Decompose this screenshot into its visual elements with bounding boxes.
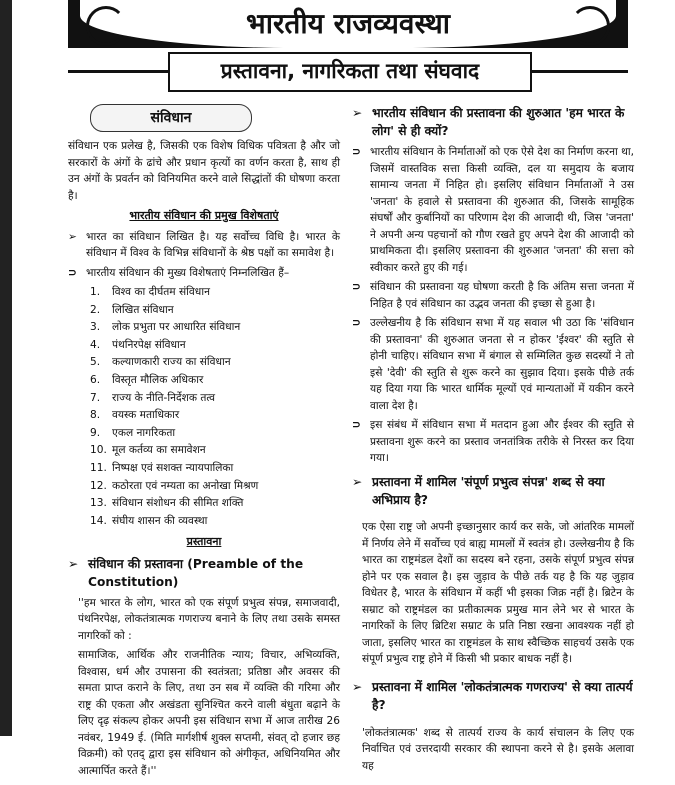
- feature-text: राज्य के नीति-निर्देशक तत्व: [112, 391, 216, 404]
- feature-number: 4.: [90, 338, 101, 351]
- feature-text: लोक प्रभुता पर आधारित संविधान: [112, 321, 241, 334]
- feature-number: 8.: [90, 409, 101, 422]
- feature-number: 1.: [90, 286, 101, 298]
- list-item: [68, 265, 340, 282]
- feature-item: [68, 302, 340, 320]
- circle-bullet-icon: ⊃: [352, 281, 361, 293]
- divider: [68, 70, 168, 73]
- arrow-bullet-icon: ➢: [68, 230, 77, 243]
- divider: [528, 70, 628, 73]
- arrow-bullet-icon: ➢: [68, 556, 79, 571]
- question-text: संविधान की प्रस्तावना (Preamble of the Constitution): [88, 556, 304, 589]
- list-item: [352, 144, 634, 276]
- list-item: [352, 279, 634, 312]
- feature-text: लिखित संविधान: [112, 303, 174, 316]
- features-list: [68, 284, 340, 530]
- section-tag: संविधान: [90, 104, 252, 132]
- feature-number: 14.: [90, 514, 107, 527]
- preamble-quote: सामाजिक, आर्थिक और राजनीतिक न्याय; विचार, अभिव्यक्ति, विश्वास, धर्म और उपासना की स्वतंत्रता; प्रतिष्ठा और अवसर की समता प्राप्त कराने के लिए, तथा उन सब में व्यक्ति की गरिमा और राष्ट्र की एकता और अखंडता सुनिश्चित करने वाली बंधुता बढ़ाने के लिए दृढ़ संकल्प होकर अपनी इस संविधान सभा में आज तारीख 26 नवंबर, 1949 ई. (मिति मार्गशीर्ष शुक्ल सप्तमी, संवत् दो हजार छह विक्रमी) को एतद् द्वारा इस संविधान को अंगीकृत, अधिनियमित और आत्मार्पित करते हैं।'': [78, 649, 340, 777]
- list-item: [352, 417, 634, 467]
- arrow-bullet-icon: ➢: [352, 474, 363, 489]
- bullet-text: भारतीय संविधान की मुख्य विशेषताएं निम्नलिखित हैं–: [86, 266, 290, 279]
- left-column: [68, 104, 340, 782]
- answer-paragraph: एक ऐसा राष्ट्र जो अपनी इच्छानुसार कार्य कर सके, जो आंतरिक मामलों में निर्णय लेने में सर्वोच्च एवं बाह्य मामलों में स्वतंत्र हो। उल्लेखनीय है कि भारत का राष्ट्रमंडल देशों का सदस्य बने रहना, उसके संपूर्ण प्रभुत्व संपन्न होने पर एक सवाल है। इस जुड़ाव के पीछे तर्क यह है कि यह जुड़ाव विधेतर है, भारत के संविधान में कहीं भी इसका जिक्र नहीं है। ब्रिटेन के सम्राट को राष्ट्रमंडल का प्रतीकात्मक प्रमुख मान लेने भर से भारत के नागरिकों के लिए ब्रिटिश सम्राट के प्रति निष्ठा रखना आवश्यक नहीं हो जाता, इसलिए भारत का राष्ट्रमंडल के साथ स्वैच्छिक साहचर्य उसके एक संपूर्ण प्रभुत्व राष्ट्र होने में किसी भी प्रकार बाधक नहीं है।: [362, 521, 634, 666]
- feature-text: निष्पक्ष एवं सशक्त न्यायपालिका: [112, 461, 234, 474]
- feature-item: [68, 513, 340, 531]
- circle-bullet-icon: ⊃: [352, 146, 361, 158]
- bullet-text: उल्लेखनीय है कि संविधान सभा में यह सवाल भी उठा कि 'संविधान की प्रस्तावना' की शुरुआत जनता से न होकर 'ईश्वर' की स्तुति से होनी चाहिए। संविधान सभा में बंगाल से सम्मिलित कुछ सदस्यों ने तो इसे 'देवी' की स्तुति से शुरू करने का सुझाव दिया। इसके पीछे तर्क यह दिया गया कि भारत धार्मिक मूल्यों एवं मान्यताओं में यकीन करने वाला देश है।: [370, 317, 634, 412]
- chapter-title: प्रस्तावना, नागरिकता तथा संघवाद: [168, 52, 532, 92]
- right-column: [352, 104, 634, 785]
- question-heading: [352, 104, 634, 140]
- preamble-heading: प्रस्तावना: [186, 535, 222, 549]
- feature-text: कल्याणकारी राज्य का संविधान: [112, 356, 231, 369]
- feature-item: [68, 460, 340, 478]
- feature-text: संघीय शासन की व्यवस्था: [112, 514, 208, 527]
- feature-text: कठोरता एवं नम्यता का अनोखा मिश्रण: [112, 479, 259, 492]
- feature-item: [68, 495, 340, 513]
- feature-text: मूल कर्तव्य का समावेशन: [112, 444, 206, 457]
- circle-bullet-icon: ⊃: [352, 317, 361, 329]
- feature-number: 7.: [90, 391, 101, 404]
- feature-item: [68, 337, 340, 355]
- feature-item: [68, 407, 340, 425]
- page-edge-strip: [0, 0, 12, 736]
- feature-item: [68, 319, 340, 337]
- feature-text: संविधान संशोधन की सीमित शक्ति: [112, 497, 244, 510]
- feature-number: 10.: [90, 444, 107, 457]
- preamble-quote: ''हम भारत के लोग, भारत को एक संपूर्ण प्रभुत्व संपन्न, समाजवादी, पंथनिरपेक्ष, लोकतंत्रात्मक गणराज्य बनाने के लिए तथा उसके समस्त नागरिकों को :: [78, 596, 340, 642]
- feature-text: एकल नागरिकता: [112, 426, 176, 439]
- intro-paragraph: संविधान एक प्रलेख है, जिसकी एक विशेष विधिक पवित्रता है और जो सरकारों के अंगों के ढांचे और प्रधान कृत्यों का वर्णन करता है, साथ ही उन अंगों के प्रवर्तन को विनियमित करने वाले सिद्धांतों की घोषणा करता है।: [68, 140, 340, 202]
- feature-text: विश्व का दीर्घतम संविधान: [112, 286, 210, 298]
- preamble-question: [68, 555, 340, 591]
- feature-number: 13.: [90, 497, 107, 510]
- bullet-text: भारत का संविधान लिखित है। यह सर्वोच्च विधि है। भारत के संविधान में विश्व के विभिन्न संविधानों के श्रेष्ठ पक्षों का समावेश है।: [86, 230, 340, 259]
- feature-number: 2.: [90, 303, 101, 316]
- feature-number: 12.: [90, 479, 107, 492]
- circle-bullet-icon: ⊃: [68, 266, 77, 279]
- arrow-bullet-icon: ➢: [352, 680, 363, 695]
- bullet-text: संविधान की प्रस्तावना यह घोषणा करती है कि अंतिम सत्ता जनता में निहित है एवं संविधान का उद्भव जनता की इच्छा से हुआ है।: [370, 281, 634, 310]
- question-text: प्रस्तावना में शामिल 'संपूर्ण प्रभुत्व संपन्न' शब्द से क्या अभिप्राय है?: [372, 474, 605, 507]
- header-banner: [68, 0, 628, 48]
- circle-bullet-icon: ⊃: [352, 419, 361, 431]
- feature-text: विस्तृत मौलिक अधिकार: [112, 373, 204, 386]
- features-heading: भारतीय संविधान की प्रमुख विशेषताएं: [129, 209, 279, 222]
- feature-item: [68, 478, 340, 496]
- feature-number: 5.: [90, 356, 101, 369]
- feature-item: [68, 442, 340, 460]
- bullet-text: इस संबंध में संविधान सभा में मतदान हुआ और ईश्वर की स्तुति से प्रस्तावना शुरू करने का प्रस्ताव जनतांत्रिक तरीके से निरस्त कर दिया गया।: [370, 419, 634, 464]
- feature-text: पंथनिरपेक्ष संविधान: [112, 338, 186, 351]
- question-heading: [352, 473, 634, 509]
- bullet-text: भारतीय संविधान के निर्माताओं को एक ऐसे देश का निर्माण करना था, जिसमें वास्तविक सत्ता किसी व्यक्ति, दल या समुदाय के बजाय सामान्य जनता में निहित हो। इसलिए संविधान निर्माताओं ने उस 'जनता' के हवाले से प्रस्तावना की शुरुआत की, जिसके सामूहिक संघर्षों और कुर्बानियों का परिणाम देश की आजादी थी, जिस 'जनता' ने अपनी अन्य पहचानों को गौण रखते हुए अपने देश की आजादी को प्राथमिकता दी। इसलिए प्रस्तावना की शुरुआत 'जनता' की सत्ता को स्वीकार करते हुए की गई।: [370, 146, 634, 274]
- feature-text: वयस्क मताधिकार: [112, 409, 180, 422]
- feature-number: 6.: [90, 373, 101, 386]
- page-title: भारतीय राजव्यवस्था: [246, 7, 450, 40]
- list-item: [352, 315, 634, 414]
- answer-paragraph: 'लोकतंत्रात्मक' शब्द से तात्पर्य राज्य के कार्य संचालन के लिए एक निर्वाचित एवं उत्तरदायी सरकार की स्थापना करने से है। इसके अलावा यह: [362, 726, 634, 772]
- feature-item: [68, 390, 340, 408]
- question-text: प्रस्तावना में शामिल 'लोकतंत्रात्मक गणराज्य' से क्या तात्पर्य है?: [372, 680, 633, 713]
- list-item: [68, 229, 340, 262]
- arrow-bullet-icon: ➢: [352, 106, 363, 120]
- question-heading: [352, 678, 634, 714]
- feature-item: [68, 284, 340, 302]
- feature-number: 9.: [90, 426, 101, 439]
- feature-item: [68, 372, 340, 390]
- feature-item: [68, 425, 340, 443]
- feature-number: 11.: [90, 461, 107, 474]
- chapter-banner: [68, 52, 628, 90]
- question-text: भारतीय संविधान की प्रस्तावना की शुरुआत 'हम भारत के लोग' से ही क्यों?: [372, 106, 625, 138]
- feature-number: 3.: [90, 321, 101, 334]
- feature-item: [68, 354, 340, 372]
